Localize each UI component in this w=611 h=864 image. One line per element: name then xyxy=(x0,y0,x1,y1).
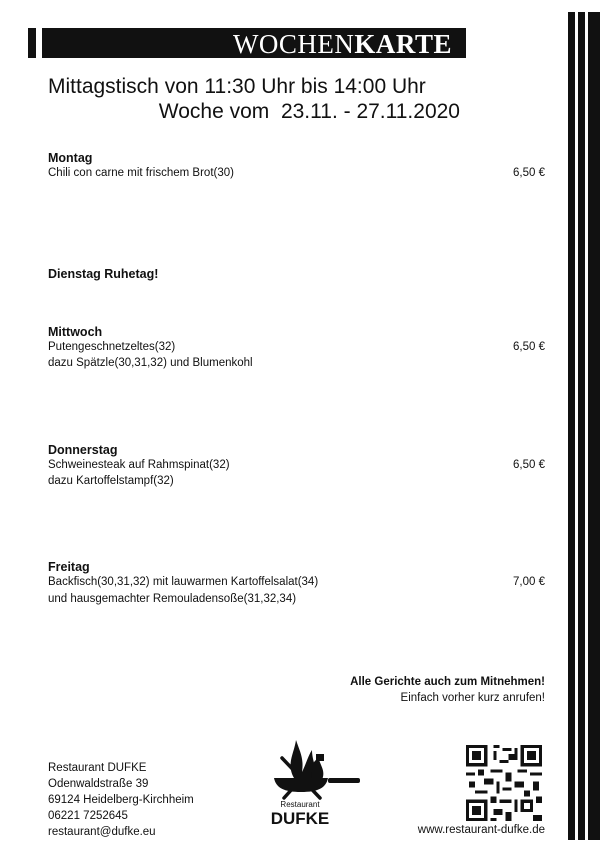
freitag-dish: Backfisch(30,31,32) mit lauwarmen Kartoffelsalat(34) xyxy=(48,576,319,588)
logo-big-text: DUFKE xyxy=(270,809,330,828)
day-montag: Montag xyxy=(48,151,93,165)
restaurant-logo xyxy=(256,728,366,828)
mittwoch-side: dazu Spätzle(30,31,32) und Blumenkohl xyxy=(48,357,253,369)
address-phone: 06221 7252645 xyxy=(48,810,128,822)
mittwoch-price: 6,50 € xyxy=(513,341,545,353)
donnerstag-side: dazu Kartoffelstampf(32) xyxy=(48,475,174,487)
qr-code-icon[interactable] xyxy=(466,745,542,821)
title-light: WOCHEN xyxy=(232,29,355,59)
freitag-side: und hausgemachter Remouladensoße(31,32,34) xyxy=(48,593,297,605)
day-dienstag: Dienstag Ruhetag! xyxy=(48,267,159,281)
address-street: Odenwaldstraße 39 xyxy=(48,778,149,790)
takeaway-call-note: Einfach vorher kurz anrufen! xyxy=(400,692,545,704)
day-freitag: Freitag xyxy=(48,560,90,574)
decor-stripe-2 xyxy=(578,12,585,840)
mittwoch-dish: Putengeschnetzeltes(32) xyxy=(48,341,176,353)
donnerstag-price: 6,50 € xyxy=(513,459,545,471)
address-email[interactable]: restaurant@dufke.eu xyxy=(48,826,156,838)
decor-stripe-1 xyxy=(568,12,575,840)
header-band-end xyxy=(460,28,466,58)
montag-dish: Chili con carne mit frischem Brot(30) xyxy=(48,167,234,179)
title-bold: KARTE xyxy=(354,29,452,59)
day-mittwoch: Mittwoch xyxy=(48,325,103,339)
flame-icon xyxy=(291,740,316,780)
mittagstisch-hours: Mittagstisch von 11:30 Uhr bis 14:00 Uhr xyxy=(48,75,426,98)
donnerstag-dish: Schweinesteak auf Rahmspinat(32) xyxy=(48,459,230,471)
address-name: Restaurant DUFKE xyxy=(48,762,147,774)
header-band-left xyxy=(28,28,36,58)
address-city: 69124 Heidelberg-Kirchheim xyxy=(48,794,194,806)
logo-small-text: Restaurant xyxy=(280,800,320,809)
takeaway-note: Alle Gerichte auch zum Mitnehmen! xyxy=(350,676,545,688)
day-donnerstag: Donnerstag xyxy=(48,443,118,457)
montag-price: 6,50 € xyxy=(513,167,545,179)
page-title xyxy=(42,28,452,58)
decor-stripe-3 xyxy=(588,12,600,840)
website-link[interactable]: www.restaurant-dufke.de xyxy=(417,824,545,836)
freitag-price: 7,00 € xyxy=(513,576,545,588)
week-range: Woche vom 23.11. - 27.11.2020 xyxy=(158,100,460,123)
